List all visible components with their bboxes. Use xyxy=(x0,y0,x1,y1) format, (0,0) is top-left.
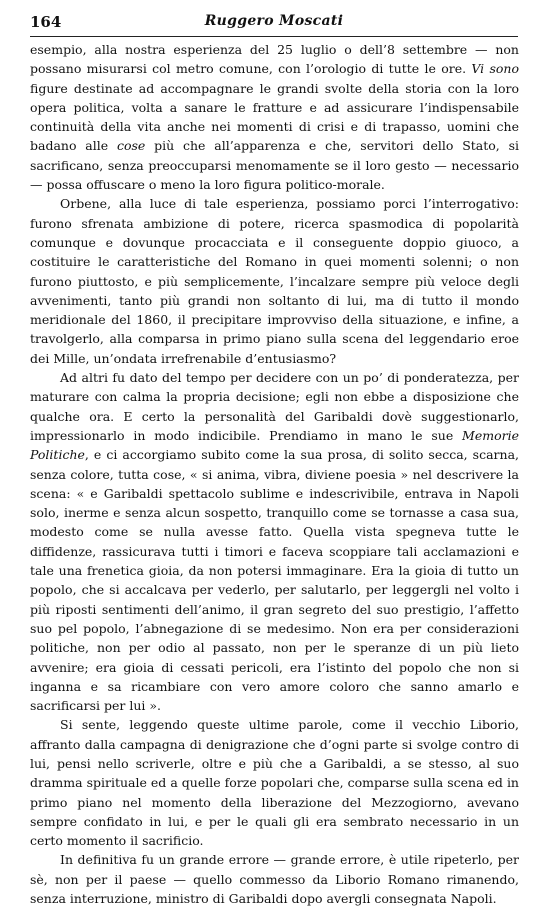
text-run: più che all’apparenza e che, servitori dello Stato, si sacrificano, senza preoccuparsi menomamente se il loro gesto — necessario — possa offuscare o meno la loro figura politico-morale. xyxy=(30,138,520,193)
italic-text: Vi sono xyxy=(471,61,519,77)
paragraph xyxy=(30,40,519,194)
paragraph xyxy=(30,715,519,850)
text-run: esempio, alla nostra esperienza del 25 luglio o dell’8 settembre — non possano misurarsi col metro comune, con l’orologio di tutte le ore. xyxy=(30,42,519,77)
text-run: Si sente, leggendo queste ultime parole, come il vecchio Liborio, affranto dalla campagna di denigrazione che d’ogni parte si svolge contro di lui, pensi nello scriverle, oltre e più che a Garibaldi, a se stesso, al suo dramma spirituale ed a quelle forze popolari che, comparse sulla scena ed in primo piano nel momento della liberazione del Mezzogiorno, avevano sempre confidato in lui, e per le quali gli era sembrato necessario in un certo momento il sacrificio. xyxy=(30,717,519,849)
page-number: 164 xyxy=(30,13,62,31)
text-run: figure destinate ad accompagnare le grandi svolte della storia con la loro opera politica, volta a sanare le fratture e ad assicurare l’indispensabile continuità della vita anche nei momenti di crisi e di trapasso, uomini che badano alle xyxy=(30,80,519,154)
italic-text: Memorie Politiche xyxy=(30,427,519,463)
text-run: Orbene, alla luce di tale esperienza, possiamo porci l’interrogativo: furono sfrenata ambizione di potere, ricerca spasmodica di popolarità comunque e dovunque procacciata e il conseguente doppio giuoco, a costituire le caratteristiche del Romano in quei momenti solenni; o non furono piuttosto, e più semplicemente, l’incalzare sempre più veloce degli avvenimenti, tanto più grandi non soltanto di lui, ma di tutto il mondo meridionale del 1860, il precipitare improvviso della situazione, e infine, a travolgerlo, alla comparsa in primo piano sulla scena del leggendario eroe dei Mille, un’ondata irrefrenabile d’entusiasmo? xyxy=(30,196,519,366)
body-text xyxy=(30,40,519,908)
running-head: Ruggero Moscati xyxy=(204,13,344,29)
text-run: Ad altri fu dato del tempo per decidere con un po’ di ponderatezza, per maturare con calma la propria decisione; egli non ebbe a disposizione che qualche ora. E certo la personalità del Garibaldi dovè suggestionarlo, impressionarlo in modo indicibile. Prendiamo in mano le sue xyxy=(30,370,519,443)
italic-text: cose xyxy=(116,138,146,154)
text-run: , e ci accorgiamo subito come la sua prosa, di solito secca, scarna, senza colore, tutta cose, « si anima, vibra, diviene poesia » nel descrivere la scena: « e Garibaldi spettacolo sublime e indescrivibile, entrava in Napoli solo, inerme e senza alcun sospetto, tranquillo come se tornasse a casa sua, modesto come se nulla avesse fatto. Quella vista spegneva tutte le diffidenze, rassicurava tutti i timori e faceva scoppiare tali acclamazioni e tale una frenetica gioia, da non potersi immaginare. Era la gioia di tutto un popolo, che si accalcava per vederlo, per salutarlo, per leggergli nel volto i più riposti sentimenti dell’animo, il gran segreto del suo prestigio, l’affetto suo pel popolo, l’abnegazione di se medesimo. Non era per considerazioni politiche, non per odio al passato, non per le speranze di un più lieto avvenire; era gioia di cessati pericoli, era l’istinto del popolo che non si inganna e sa ricambiare con vero amore coloro che sanno amarlo e sacrificarsi per lui ». xyxy=(30,447,519,714)
paragraph xyxy=(30,850,519,908)
paragraph xyxy=(30,194,519,368)
paragraph xyxy=(30,368,519,715)
page-header xyxy=(30,10,518,37)
text-run: In definitiva fu un grande errore — grande errore, è utile ripeterlo, per sè, non per il paese — quello commesso da Liborio Romano rimanendo, senza interruzione, ministro di Garibaldi dopo avergli consegnata Napoli. xyxy=(30,852,519,907)
